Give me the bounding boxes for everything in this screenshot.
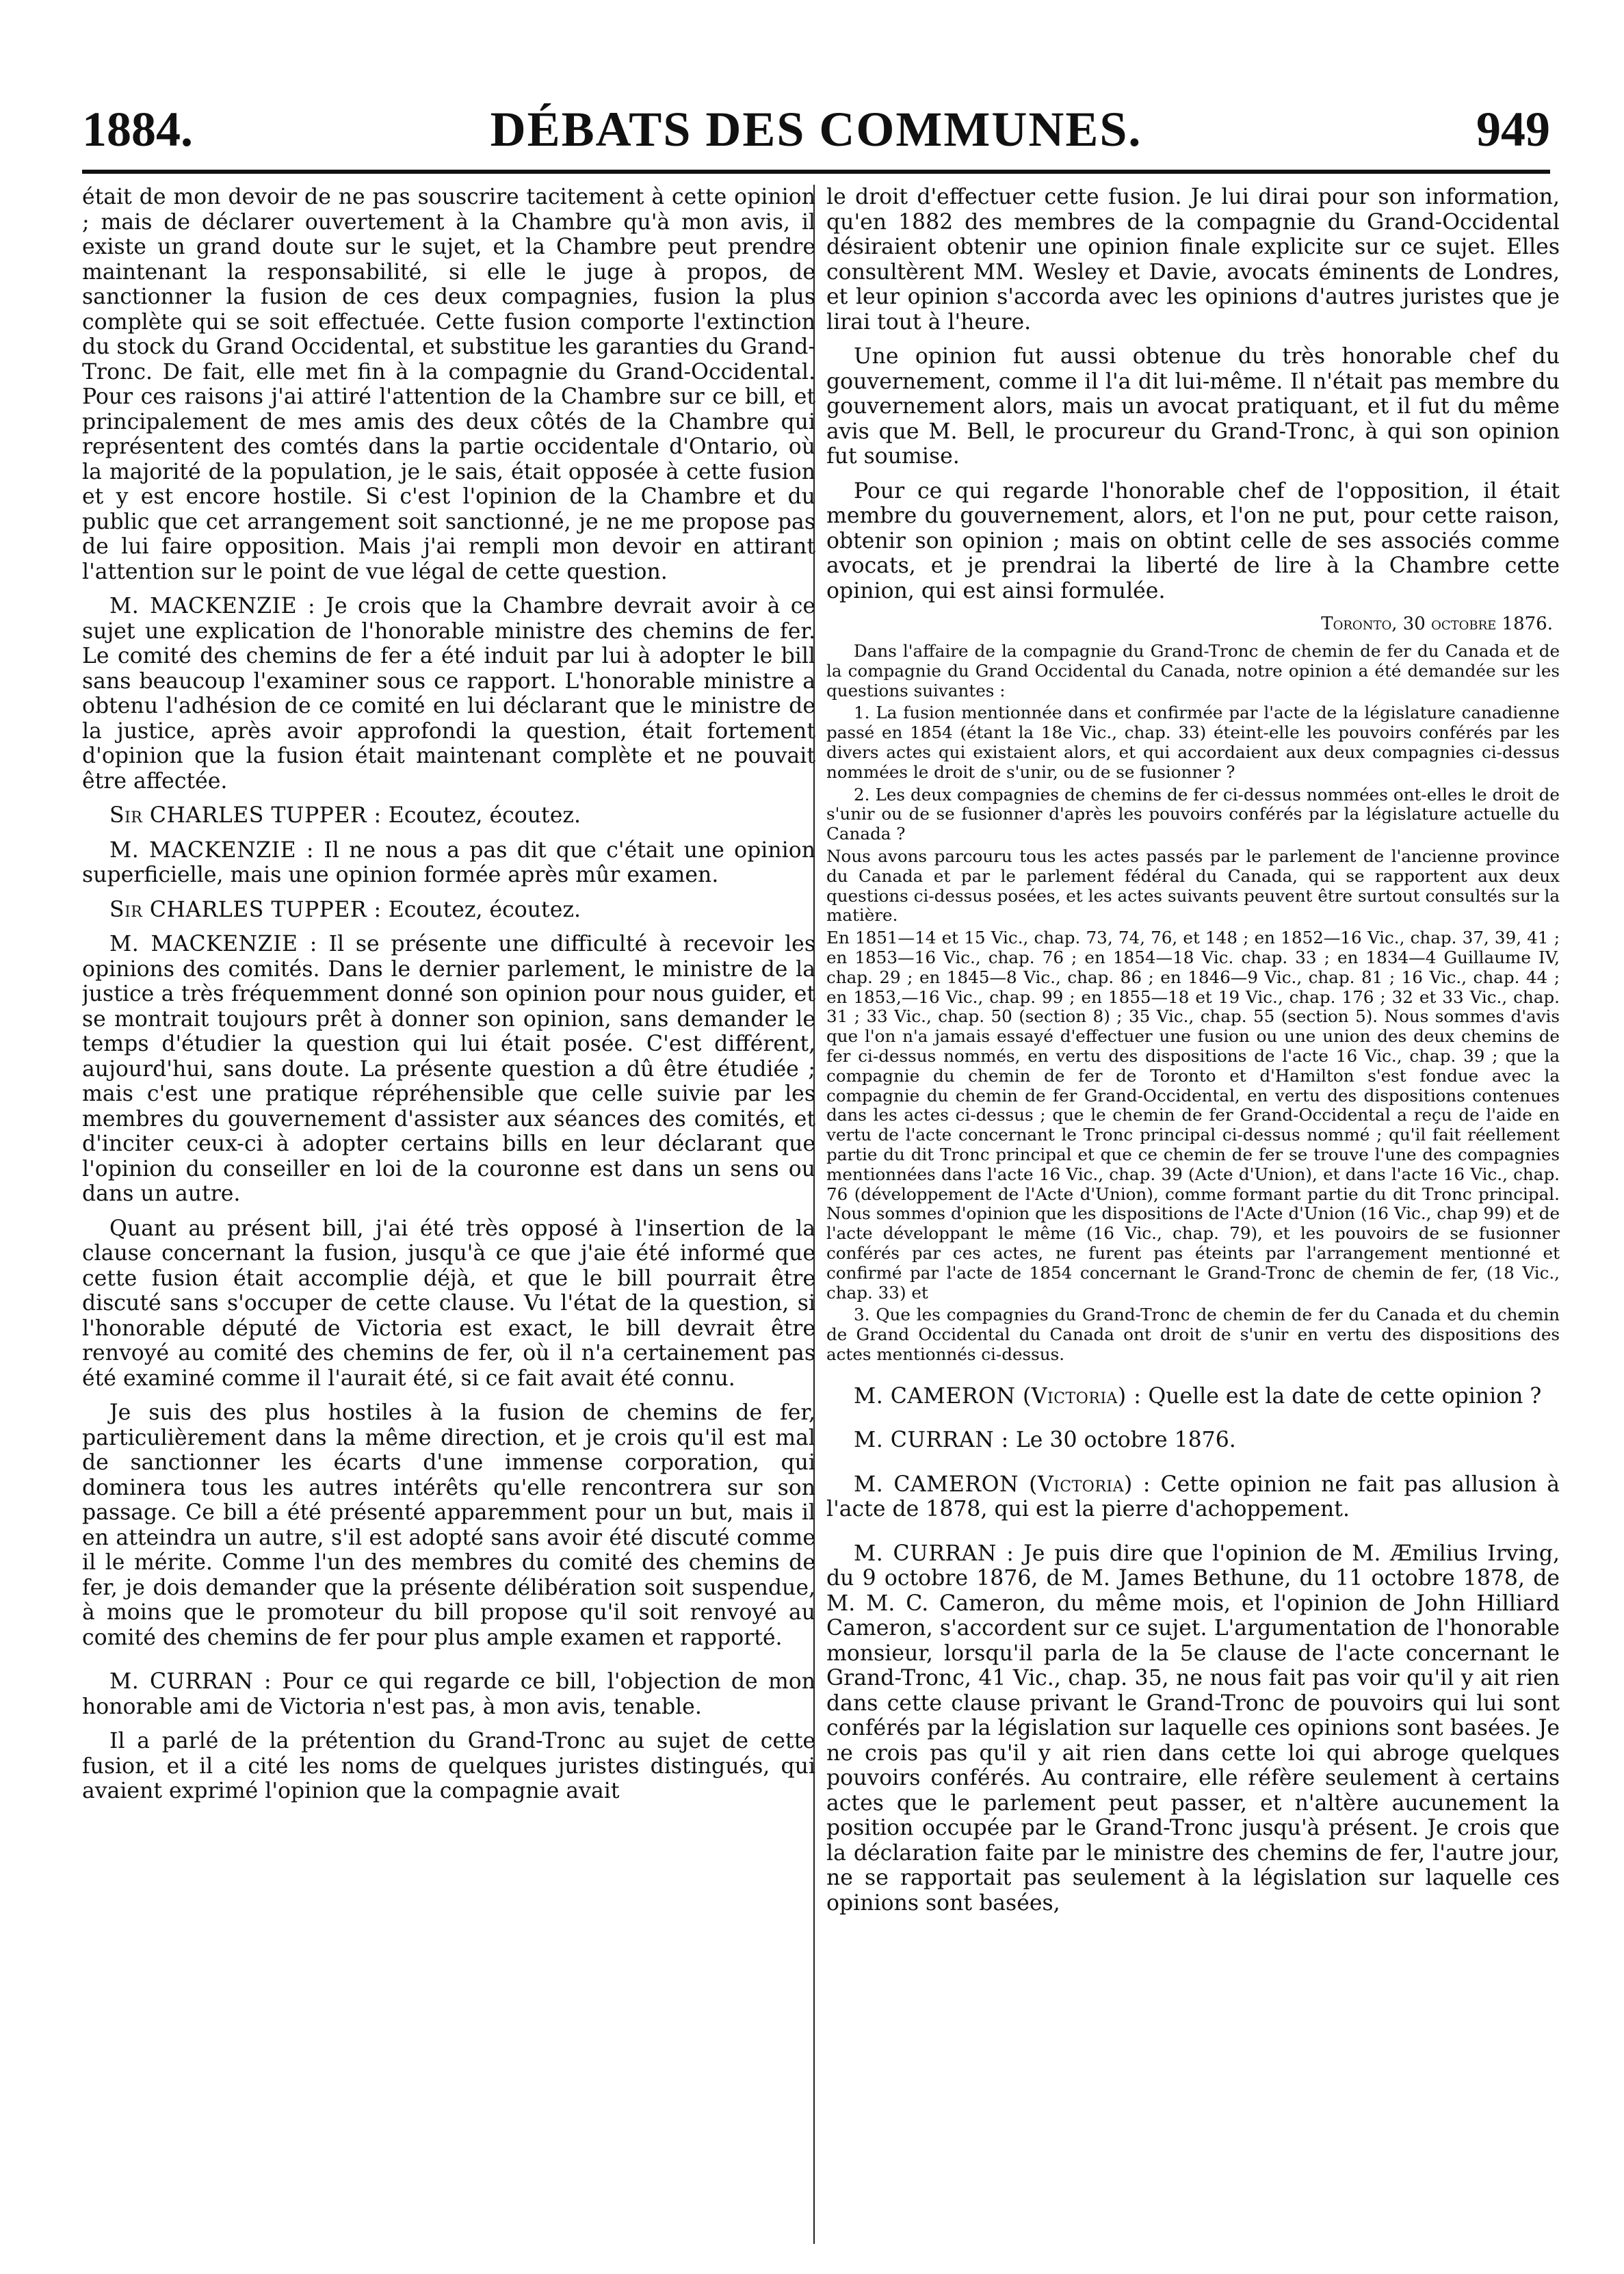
speech-paragraph xyxy=(826,1428,1560,1453)
speaker-name: M. CURRAN : xyxy=(109,1669,272,1694)
speech-text: Le 30 octobre 1876. xyxy=(1015,1428,1236,1453)
opinion-paragraph: 2. Les deux compagnies de chemins de fer ci-dessus nommées ont-elles le droit de s'unir ou de se fusionner d'après les pouvoirs conférés par la législature actuelle du Canada ? xyxy=(826,784,1560,844)
speech-text: Ecoutez, écoutez. xyxy=(388,897,581,922)
speaker-name: Sir CHARLES TUPPER : xyxy=(109,803,382,828)
speech-text: Il se présente une difficulté à recevoir les opinions des comités. Dans le dernier parlement, le ministre de la justice a très fréquemment donné son opinion pour nous guider, et se montrait toujours prêt à donner son opinion, sans demander le temps d'étudier la question qui lui était posée. C'est différent, aujourd'hui, sans doute. La présente question a dû être étudiée ; mais c'est une pratique répréhensible que celle suivie par les membres du gouvernement d'assister aux séances des comités, et d'inciter ceux-ci à adopter certains bills en leur déclarant que l'opinion du conseiller en loi de la couronne est dans un sens ou dans un autre. xyxy=(82,932,815,1206)
paragraph-text: le droit d'effectuer cette fusion. Je lui dirai pour son information, qu'en 1882 des membres de la compagnie du Grand-Occidental désiraient obtenir une opinion finale explicite sur ce sujet. Elles consultèrent MM. Wesley et Davie, avocats éminents de Londres, et leur opinion s'accorda avec les opinions d'autres juristes que je lirai tout à l'heure. xyxy=(826,185,1560,335)
speech-text: Je puis dire que l'opinion de M. Æmilius Irving, du 9 octobre 1876, de M. James Bethune, du 11 octobre 1878, de M. M. C. Cameron, du même mois, et l'opinion de John Hilliard Cameron, s'accordent sur ce sujet. L'argumentation de l'honorable monsieur, lorsqu'il parla de la 5e clause de l'acte concernant le Grand-Tronc, 41 Vic., chap. 35, ne nous fait pas voir qu'il y ait rien dans cette clause privant le Grand-Tronc de pouvoirs qui lui sont conférés par la législation sur laquelle ces opinions sont basées. Je ne crois pas qu'il y ait rien dans cette loi qui abroge quelques pouvoirs conférés. Au contraire, elle réfère seulement à certains actes que le parlement peut passer, et n'altère aucunement la position occupée par le Grand-Tronc jusqu'à présent. Je crois que la déclaration faite par le ministre des chemins de fer, l'autre jour, ne se rapportait pas seulement à la législation sur laquelle ces opinions sont basées, xyxy=(826,1541,1560,1916)
speech-text: Ecoutez, écoutez. xyxy=(388,803,581,828)
speech-paragraph xyxy=(82,898,815,923)
header-rule xyxy=(82,170,1550,174)
paragraph-text: était de mon devoir de ne pas souscrire tacitement à cette opinion ; mais de déclarer ouvertement à la Chambre qu'à mon avis, il existe un grand doute sur le sujet, et la Chambre peut prendre maintenant la responsabilité, si elle le juge à propos, de sanctionner la fusion de ces deux compagnies, fusion la plus complète qui se soit effectuée. Cette fusion comporte l'extinction du stock du Grand Occidental, et substitue les garanties du Grand-Tronc. De fait, elle met fin à la compagnie du Grand-Occidental. Pour ces raisons j'ai attiré l'attention de la Chambre sur ce bill, et principalement de mes amis des deux côtés de la Chambre qui représentent des comtés dans la partie occidentale d'Ontario, où la majorité de la population, je le sais, était opposée à cette fusion et y est encore hostile. Si c'est l'opinion de la Chambre et du public que cet arrangement soit sanctionné, je ne me propose pas de lui faire opposition. Mais j'ai rempli mon devoir en attirant l'attention sur le point de vue légal de cette question. xyxy=(82,185,815,584)
paragraph-text: Quant au présent bill, j'ai été très opposé à l'insertion de la clause concernant la fusion, jusqu'à ce que j'aie été informé que cette fusion était accomplie déjà, et que le bill pourrait être discuté sans s'occuper de cette clause. Vu l'état de la question, si l'honorable député de Victoria est exact, le bill devrait être renvoyé au comité des chemins de fer, où il n'a certainement pas été examiné comme il l'aurait été, si ce fait avait été connu. xyxy=(82,1216,815,1391)
header-page-number: 949 xyxy=(1476,102,1550,157)
speech-text: Quelle est la date de cette opinion ? xyxy=(1148,1383,1542,1409)
opinion-paragraph: 3. Que les compagnies du Grand-Tronc de chemin de fer du Canada et du chemin de Grand Occidental du Canada ont droit de s'unir en vertu des dispositions des actes mentionnés ci-dessus. xyxy=(826,1305,1560,1364)
speaker-name: M. MACKENZIE : xyxy=(109,594,316,618)
speech-text: Cette opinion ne fait pas allusion à l'acte de 1878, qui est la pierre d'achoppement. xyxy=(826,1472,1560,1522)
speech-paragraph xyxy=(82,932,815,1207)
paragraph-text: Une opinion fut aussi obtenue du très honorable chef du gouvernement, comme il l'a dit lui-même. Il n'était pas membre du gouvernement alors, mais un avocat pratiquant, et il fut du même avis que M. Bell, le procureur du Grand-Tronc, à qui son opinion fut soumise. xyxy=(826,344,1560,469)
speech-paragraph xyxy=(82,1669,815,1719)
paragraph xyxy=(82,1729,815,1804)
legal-opinion-quote xyxy=(826,613,1560,1365)
speech-text: Je crois que la Chambre devrait avoir à ce sujet une explication de l'honorable ministre des chemins de fer. Le comité des chemins de fer a été induit par lui à adopter le bill sans beaucoup l'examiner sous ce rapport. L'honorable ministre a obtenu l'adhésion de ce comité en lui déclarant que le ministre de la justice, après avoir approfondi la question, était fortement d'opinion que la fusion était maintenant complète et ne pouvait être affectée. xyxy=(82,594,815,794)
opinion-paragraph: Nous avons parcouru tous les actes passés par le parlement de l'ancienne province du Canada et par le parlement fédéral du Canada, qui se rapportent aux deux questions ci-dessus posées, et les actes suivants peuvent être surtout consultés sur la matière. xyxy=(826,846,1560,926)
speech-paragraph xyxy=(826,1384,1560,1409)
opinion-paragraph: Dans l'affaire de la compagnie du Grand-Tronc de chemin de fer du Canada et de la compagnie du Grand Occidental du Canada, notre opinion a été demandée sur les questions suivantes : xyxy=(826,641,1560,701)
speech-paragraph xyxy=(82,838,815,888)
speaker-name: M. CURRAN : xyxy=(854,1428,1009,1453)
header-year: 1884. xyxy=(82,102,193,157)
opinion-dateline: Toronto, 30 octobre 1876. xyxy=(1321,614,1553,634)
paragraph xyxy=(82,185,815,584)
speaker-name: M. MACKENZIE : xyxy=(109,837,314,863)
speaker-name: Sir CHARLES TUPPER : xyxy=(109,897,382,922)
speech-paragraph xyxy=(82,803,815,828)
paragraph xyxy=(826,185,1560,335)
header-title: DÉBATS DES COMMUNES. xyxy=(490,102,1142,157)
speech-paragraph xyxy=(826,1541,1560,1916)
paragraph-text: Il a parlé de la prétention du Grand-Tronc au sujet de cette fusion, et il a cité les noms de quelques juristes distingués, qui avaient exprimé l'opinion que la compagnie avait xyxy=(82,1729,815,1803)
paragraph xyxy=(82,1400,815,1650)
paragraph-text: Je suis des plus hostiles à la fusion de chemins de fer, particulièrement dans la même direction, et je crois qu'il est mal de sanctionner les écarts d'une immense corporation, qui dominera tous les autres intérêts qu'elle rencontrera sur son passage. Ce bill a été présenté apparemment pour un but, mais il en atteindra un autre, s'il est adopté sans avoir été discuté comme il le mérite. Comme l'un des membres du comité des chemins de fer, je dois demander que la présente délibération soit suspendue, à moins que le promoteur du bill propose qu'il soit renvoyé au comité des chemins de fer pour plus ample examen et rapporté. xyxy=(82,1400,815,1650)
speech-paragraph xyxy=(826,1472,1560,1522)
speech-text: Il ne nous a pas dit que c'était une opinion superficielle, mais une opinion formée après mûr examen. xyxy=(82,837,815,887)
paragraph-text: Pour ce qui regarde l'honorable chef de l'opposition, il était membre du gouvernement, alors, et l'on ne put, pour cette raison, obtenir son opinion ; mais on obtint celle de ses associés comme avocats, et je prendrai la liberté de lire à la Chambre cette opinion, qui est ainsi formulée. xyxy=(826,478,1560,603)
speaker-name: M. CAMERON (Victoria) : xyxy=(854,1472,1151,1497)
speech-text: Pour ce qui regarde ce bill, l'objection de mon honorable ami de Victoria n'est pas, à mon avis, tenable. xyxy=(82,1669,815,1719)
speaker-name: M. CURRAN : xyxy=(854,1541,1014,1566)
opinion-paragraph: En 1851—14 et 15 Vic., chap. 73, 74, 76, et 148 ; en 1852—16 Vic., chap. 37, 39, 41 ; en 1853—16 Vic., chap. 76 ; en 1854—18 Vic. chap. 33 ; en 1834—4 Guillaume IV, chap. 29 ; en 1845—8 Vic., chap. 86 ; en 1846—9 Vic., chap. 81 ; 16 Vic., chap. 44 ; en 1853,—16 Vic., chap. 99 ; en 1855—18 et 19 Vic., chap. 176 ; 32 et 33 Vic., chap. 31 ; 33 Vic., chap. 50 (section 8) ; 35 Vic., chap. 55 (section 5). Nous sommes d'avis que l'on n'a jamais essayé d'effectuer une fusion ou une union des deux chemins de fer ci-dessus nommés, en vertu des dispositions de l'acte 16 Vic., chap. 39 ; que la compagnie du chemin de fer de Toronto et d'Hamilton s'est fondue avec la compagnie du chemin de fer Grand-Occidental, en vertu des dispositions contenues dans les actes ci-dessus ; que le chemin de fer Grand-Occidental a reçu de l'aide en vertu de l'acte concernant le Tronc principal ci-dessus nommé ; qu'il fait réellement partie du dit Tronc principal et que ce chemin de fer se trouve l'une des compagnies mentionnées dans l'acte 16 Vic., chap. 39 (Acte d'Union), et dans l'acte 16 Vic., chap. 76 (développement de l'Acte d'Union), comme formant partie du dit Tronc principal. Nous sommes d'opinion que les dispositions de l'Acte d'Union (16 Vic., chap 99) et de l'acte développant le même (16 Vic., chap. 79), et les pouvoirs de se fusionner conférés par ces actes, ne furent pas éteints par l'arrangement mentionné et confirmé par l'acte de 1854 concernant le Grand-Tronc de chemin de fer, (18 Vic., chap. 33) et xyxy=(826,928,1560,1303)
page-header xyxy=(82,101,1550,177)
paragraph xyxy=(826,479,1560,604)
paragraph xyxy=(82,1216,815,1391)
speech-paragraph xyxy=(82,594,815,794)
opinion-paragraph: 1. La fusion mentionnée dans et confirmée par l'acte de la législature canadienne passé en 1854 (étant la 18e Vic., chap. 33) éteint-elle les pouvoirs conférés par les divers actes qui existaient alors, et qui accordaient aux deux compagnies ci-dessus nommées le droit de s'unir, ou de se fusionner ? xyxy=(826,703,1560,782)
left-column xyxy=(82,185,815,2244)
paragraph xyxy=(826,344,1560,469)
right-column xyxy=(826,185,1560,2244)
speaker-name: M. MACKENZIE : xyxy=(109,932,317,956)
speaker-name: M. CAMERON (Victoria) : xyxy=(854,1383,1142,1409)
